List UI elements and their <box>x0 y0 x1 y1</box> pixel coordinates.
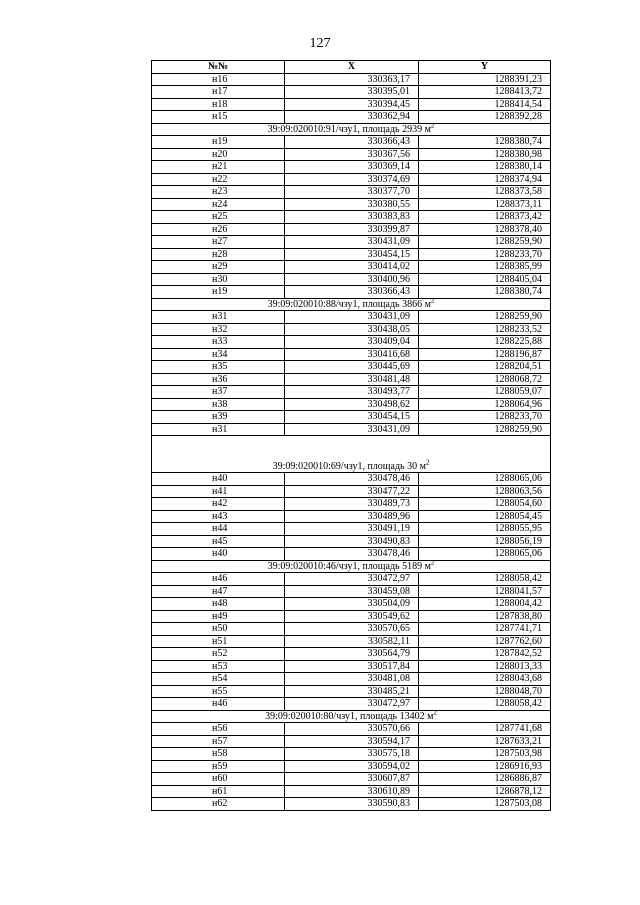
y-coordinate-cell: 1288378,40 <box>419 223 551 236</box>
point-number-cell: н17 <box>152 86 285 99</box>
x-coordinate-cell: 330377,70 <box>285 186 419 199</box>
y-coordinate-cell: 1288405,04 <box>419 273 551 286</box>
table-row <box>152 136 551 149</box>
table-row <box>152 223 551 236</box>
table-row <box>152 623 551 636</box>
y-coordinate-cell: 1287633,21 <box>419 735 551 748</box>
point-number-cell: н44 <box>152 523 285 536</box>
section-title-text: 39:09:020010:69/чзу1, площадь 30 м <box>272 460 426 472</box>
x-coordinate-cell: 330383,83 <box>285 211 419 224</box>
y-coordinate-cell: 1288392,28 <box>419 111 551 124</box>
point-number-cell: н41 <box>152 485 285 498</box>
section-header-row <box>152 298 551 311</box>
y-coordinate-cell: 1288413,72 <box>419 86 551 99</box>
x-coordinate-cell: 330582,11 <box>285 635 419 648</box>
y-coordinate-cell: 1288233,52 <box>419 323 551 336</box>
point-number-cell: н47 <box>152 585 285 598</box>
table-row <box>152 248 551 261</box>
point-number-cell: н33 <box>152 336 285 349</box>
y-coordinate-cell: 1287842,52 <box>419 648 551 661</box>
table-row <box>152 535 551 548</box>
point-number-cell: н23 <box>152 186 285 199</box>
y-coordinate-cell: 1286878,12 <box>419 785 551 798</box>
point-number-cell: н29 <box>152 261 285 274</box>
point-number-cell: н48 <box>152 598 285 611</box>
x-coordinate-cell: 330366,43 <box>285 286 419 299</box>
point-number-cell: н32 <box>152 323 285 336</box>
point-number-cell: н18 <box>152 98 285 111</box>
y-coordinate-cell: 1288065,06 <box>419 473 551 486</box>
table-row <box>152 635 551 648</box>
point-number-cell: н27 <box>152 236 285 249</box>
point-number-cell: н59 <box>152 760 285 773</box>
x-coordinate-cell: 330610,89 <box>285 785 419 798</box>
point-number-cell: н55 <box>152 685 285 698</box>
y-coordinate-cell: 1288380,98 <box>419 148 551 161</box>
y-coordinate-cell: 1288064,96 <box>419 398 551 411</box>
y-coordinate-cell: 1288233,70 <box>419 411 551 424</box>
point-number-cell: н53 <box>152 660 285 673</box>
x-coordinate-cell: 330400,96 <box>285 273 419 286</box>
area-unit-superscript: 2 <box>425 458 430 467</box>
table-row <box>152 198 551 211</box>
y-coordinate-cell: 1288048,70 <box>419 685 551 698</box>
x-coordinate-cell: 330472,97 <box>285 573 419 586</box>
table-row <box>152 723 551 736</box>
y-coordinate-cell: 1288259,90 <box>419 423 551 436</box>
point-number-cell: н57 <box>152 735 285 748</box>
y-coordinate-cell: 1288059,07 <box>419 386 551 399</box>
x-coordinate-cell: 330409,04 <box>285 336 419 349</box>
point-number-cell: н46 <box>152 698 285 711</box>
point-number-cell: н19 <box>152 136 285 149</box>
y-coordinate-cell: 1286916,93 <box>419 760 551 773</box>
x-coordinate-cell: 330431,09 <box>285 311 419 324</box>
point-number-cell: н51 <box>152 635 285 648</box>
x-coordinate-cell: 330549,62 <box>285 610 419 623</box>
x-coordinate-cell: 330374,69 <box>285 173 419 186</box>
point-number-cell: н60 <box>152 773 285 786</box>
y-coordinate-cell: 1288004,42 <box>419 598 551 611</box>
y-coordinate-cell: 1288058,42 <box>419 698 551 711</box>
table-row <box>152 648 551 661</box>
y-coordinate-cell: 1288380,74 <box>419 286 551 299</box>
y-coordinate-cell: 1288068,72 <box>419 373 551 386</box>
x-coordinate-cell: 330607,87 <box>285 773 419 786</box>
table-row <box>152 211 551 224</box>
point-number-cell: н49 <box>152 610 285 623</box>
y-coordinate-cell: 1287503,08 <box>419 798 551 811</box>
x-coordinate-cell: 330564,79 <box>285 648 419 661</box>
x-coordinate-cell: 330369,14 <box>285 161 419 174</box>
y-coordinate-cell: 1286886,87 <box>419 773 551 786</box>
x-coordinate-cell: 330366,43 <box>285 136 419 149</box>
table-row <box>152 286 551 299</box>
y-coordinate-cell: 1288373,42 <box>419 211 551 224</box>
table-row <box>152 73 551 86</box>
x-coordinate-cell: 330489,73 <box>285 498 419 511</box>
x-coordinate-cell: 330481,48 <box>285 373 419 386</box>
y-coordinate-cell: 1287741,68 <box>419 723 551 736</box>
table-header-row <box>152 61 551 74</box>
y-coordinate-cell: 1288380,74 <box>419 136 551 149</box>
section-header-row <box>152 710 551 723</box>
x-coordinate-cell: 330575,18 <box>285 748 419 761</box>
y-coordinate-cell: 1287741,71 <box>419 623 551 636</box>
page-number: 127 <box>309 36 331 51</box>
table-row <box>152 798 551 811</box>
x-coordinate-cell: 330485,21 <box>285 685 419 698</box>
table-row <box>152 585 551 598</box>
section-title <box>152 298 551 311</box>
point-number-cell: н34 <box>152 348 285 361</box>
point-number-cell: н31 <box>152 423 285 436</box>
point-number-cell: н36 <box>152 373 285 386</box>
x-coordinate-cell: 330478,46 <box>285 473 419 486</box>
section-title-text: 39:09:020010:46/чзу1, площадь 5189 м <box>267 560 431 572</box>
section-title <box>152 710 551 723</box>
table-row <box>152 760 551 773</box>
header-y: Y <box>419 61 551 74</box>
x-coordinate-cell: 330414,02 <box>285 261 419 274</box>
y-coordinate-cell: 1288385,99 <box>419 261 551 274</box>
table-row <box>152 485 551 498</box>
point-number-cell: н35 <box>152 361 285 374</box>
x-coordinate-cell: 330570,65 <box>285 623 419 636</box>
point-number-cell: н58 <box>152 748 285 761</box>
y-coordinate-cell: 1288041,57 <box>419 585 551 598</box>
x-coordinate-cell: 330416,68 <box>285 348 419 361</box>
section-title <box>152 123 551 136</box>
point-number-cell: н46 <box>152 573 285 586</box>
table-row <box>152 111 551 124</box>
x-coordinate-cell: 330431,09 <box>285 423 419 436</box>
table-row <box>152 598 551 611</box>
point-number-cell: н42 <box>152 498 285 511</box>
x-coordinate-cell: 330498,62 <box>285 398 419 411</box>
table-row <box>152 698 551 711</box>
table-row <box>152 685 551 698</box>
y-coordinate-cell: 1288414,54 <box>419 98 551 111</box>
table-row <box>152 273 551 286</box>
y-coordinate-cell: 1288054,60 <box>419 498 551 511</box>
table-row <box>152 148 551 161</box>
point-number-cell: н54 <box>152 673 285 686</box>
x-coordinate-cell: 330472,97 <box>285 698 419 711</box>
x-coordinate-cell: 330454,15 <box>285 248 419 261</box>
point-number-cell: н40 <box>152 473 285 486</box>
point-number-cell: н24 <box>152 198 285 211</box>
point-number-cell: н37 <box>152 386 285 399</box>
point-number-cell: н30 <box>152 273 285 286</box>
y-coordinate-cell: 1288055,95 <box>419 523 551 536</box>
table-row <box>152 373 551 386</box>
x-coordinate-cell: 330431,09 <box>285 236 419 249</box>
table-row <box>152 510 551 523</box>
table-row <box>152 336 551 349</box>
x-coordinate-cell: 330590,83 <box>285 798 419 811</box>
y-coordinate-cell: 1288056,19 <box>419 535 551 548</box>
x-coordinate-cell: 330395,01 <box>285 86 419 99</box>
table-row <box>152 236 551 249</box>
y-coordinate-cell: 1288373,11 <box>419 198 551 211</box>
table-row <box>152 673 551 686</box>
section-header-row <box>152 436 551 473</box>
table-row <box>152 473 551 486</box>
table-row <box>152 98 551 111</box>
y-coordinate-cell: 1287762,60 <box>419 635 551 648</box>
point-number-cell: н62 <box>152 798 285 811</box>
area-unit-superscript: 2 <box>430 123 435 130</box>
point-number-cell: н31 <box>152 311 285 324</box>
table-row <box>152 735 551 748</box>
table-row <box>152 386 551 399</box>
y-coordinate-cell: 1288380,14 <box>419 161 551 174</box>
table-row <box>152 186 551 199</box>
table-row <box>152 748 551 761</box>
point-number-cell: н19 <box>152 286 285 299</box>
table-row <box>152 261 551 274</box>
y-coordinate-cell: 1288196,87 <box>419 348 551 361</box>
y-coordinate-cell: 1288259,90 <box>419 236 551 249</box>
section-title-text: 39:09:020010:88/чзу1, площадь 3866 м <box>267 298 431 310</box>
section-title-text: 39:09:020010:80/чзу1, площадь 13402 м <box>265 710 434 722</box>
y-coordinate-cell: 1288063,56 <box>419 485 551 498</box>
table-row <box>152 161 551 174</box>
point-number-cell: н25 <box>152 211 285 224</box>
x-coordinate-cell: 330570,66 <box>285 723 419 736</box>
y-coordinate-cell: 1288013,33 <box>419 660 551 673</box>
y-coordinate-cell: 1288373,58 <box>419 186 551 199</box>
table-row <box>152 173 551 186</box>
section-title-text: 39:09:020010:91/чзу1, площадь 2939 м <box>267 123 431 135</box>
y-coordinate-cell: 1287503,98 <box>419 748 551 761</box>
table-row <box>152 323 551 336</box>
section-header-row <box>152 560 551 573</box>
point-number-cell: н45 <box>152 535 285 548</box>
y-coordinate-cell: 1288391,23 <box>419 73 551 86</box>
y-coordinate-cell: 1288225,88 <box>419 336 551 349</box>
x-coordinate-cell: 330454,15 <box>285 411 419 424</box>
point-number-cell: н52 <box>152 648 285 661</box>
x-coordinate-cell: 330594,02 <box>285 760 419 773</box>
table-row <box>152 361 551 374</box>
point-number-cell: н16 <box>152 73 285 86</box>
point-number-cell: н61 <box>152 785 285 798</box>
x-coordinate-cell: 330362,94 <box>285 111 419 124</box>
x-coordinate-cell: 330367,56 <box>285 148 419 161</box>
x-coordinate-cell: 330481,08 <box>285 673 419 686</box>
table-row <box>152 498 551 511</box>
x-coordinate-cell: 330363,17 <box>285 73 419 86</box>
x-coordinate-cell: 330490,83 <box>285 535 419 548</box>
point-number-cell: н56 <box>152 723 285 736</box>
x-coordinate-cell: 330594,17 <box>285 735 419 748</box>
table-row <box>152 423 551 436</box>
x-coordinate-cell: 330399,87 <box>285 223 419 236</box>
x-coordinate-cell: 330489,96 <box>285 510 419 523</box>
table-row <box>152 773 551 786</box>
point-number-cell: н21 <box>152 161 285 174</box>
x-coordinate-cell: 330459,08 <box>285 585 419 598</box>
y-coordinate-cell: 1288043,68 <box>419 673 551 686</box>
x-coordinate-cell: 330491,19 <box>285 523 419 536</box>
y-coordinate-cell: 1288204,51 <box>419 361 551 374</box>
header-number: №№ <box>152 61 285 74</box>
section-header-row <box>152 123 551 136</box>
area-unit-superscript: 2 <box>433 710 437 717</box>
table-row <box>152 573 551 586</box>
table-row <box>152 411 551 424</box>
header-x: X <box>285 61 419 74</box>
table-row <box>152 548 551 561</box>
point-number-cell: н28 <box>152 248 285 261</box>
x-coordinate-cell: 330394,45 <box>285 98 419 111</box>
y-coordinate-cell: 1287838,80 <box>419 610 551 623</box>
point-number-cell: н20 <box>152 148 285 161</box>
x-coordinate-cell: 330438,05 <box>285 323 419 336</box>
table-row <box>152 311 551 324</box>
x-coordinate-cell: 330478,46 <box>285 548 419 561</box>
point-number-cell: н38 <box>152 398 285 411</box>
point-number-cell: н43 <box>152 510 285 523</box>
table-body <box>152 73 551 810</box>
x-coordinate-cell: 330445,69 <box>285 361 419 374</box>
y-coordinate-cell: 1288065,06 <box>419 548 551 561</box>
point-number-cell: н22 <box>152 173 285 186</box>
point-number-cell: н50 <box>152 623 285 636</box>
table-row <box>152 348 551 361</box>
table-row <box>152 523 551 536</box>
y-coordinate-cell: 1288374,94 <box>419 173 551 186</box>
point-number-cell: н15 <box>152 111 285 124</box>
point-number-cell: н39 <box>152 411 285 424</box>
section-title <box>152 436 551 473</box>
table-row <box>152 660 551 673</box>
x-coordinate-cell: 330380,55 <box>285 198 419 211</box>
point-number-cell: н40 <box>152 548 285 561</box>
table-row <box>152 610 551 623</box>
x-coordinate-cell: 330477,22 <box>285 485 419 498</box>
x-coordinate-cell: 330493,77 <box>285 386 419 399</box>
y-coordinate-cell: 1288259,90 <box>419 311 551 324</box>
section-title <box>152 560 551 573</box>
area-unit-superscript: 2 <box>430 560 435 567</box>
coordinates-table <box>151 60 551 811</box>
table-row <box>152 398 551 411</box>
point-number-cell: н26 <box>152 223 285 236</box>
y-coordinate-cell: 1288054,45 <box>419 510 551 523</box>
x-coordinate-cell: 330517,84 <box>285 660 419 673</box>
x-coordinate-cell: 330504,09 <box>285 598 419 611</box>
y-coordinate-cell: 1288233,70 <box>419 248 551 261</box>
table-row <box>152 86 551 99</box>
area-unit-superscript: 2 <box>430 298 435 305</box>
table-row <box>152 785 551 798</box>
y-coordinate-cell: 1288058,42 <box>419 573 551 586</box>
